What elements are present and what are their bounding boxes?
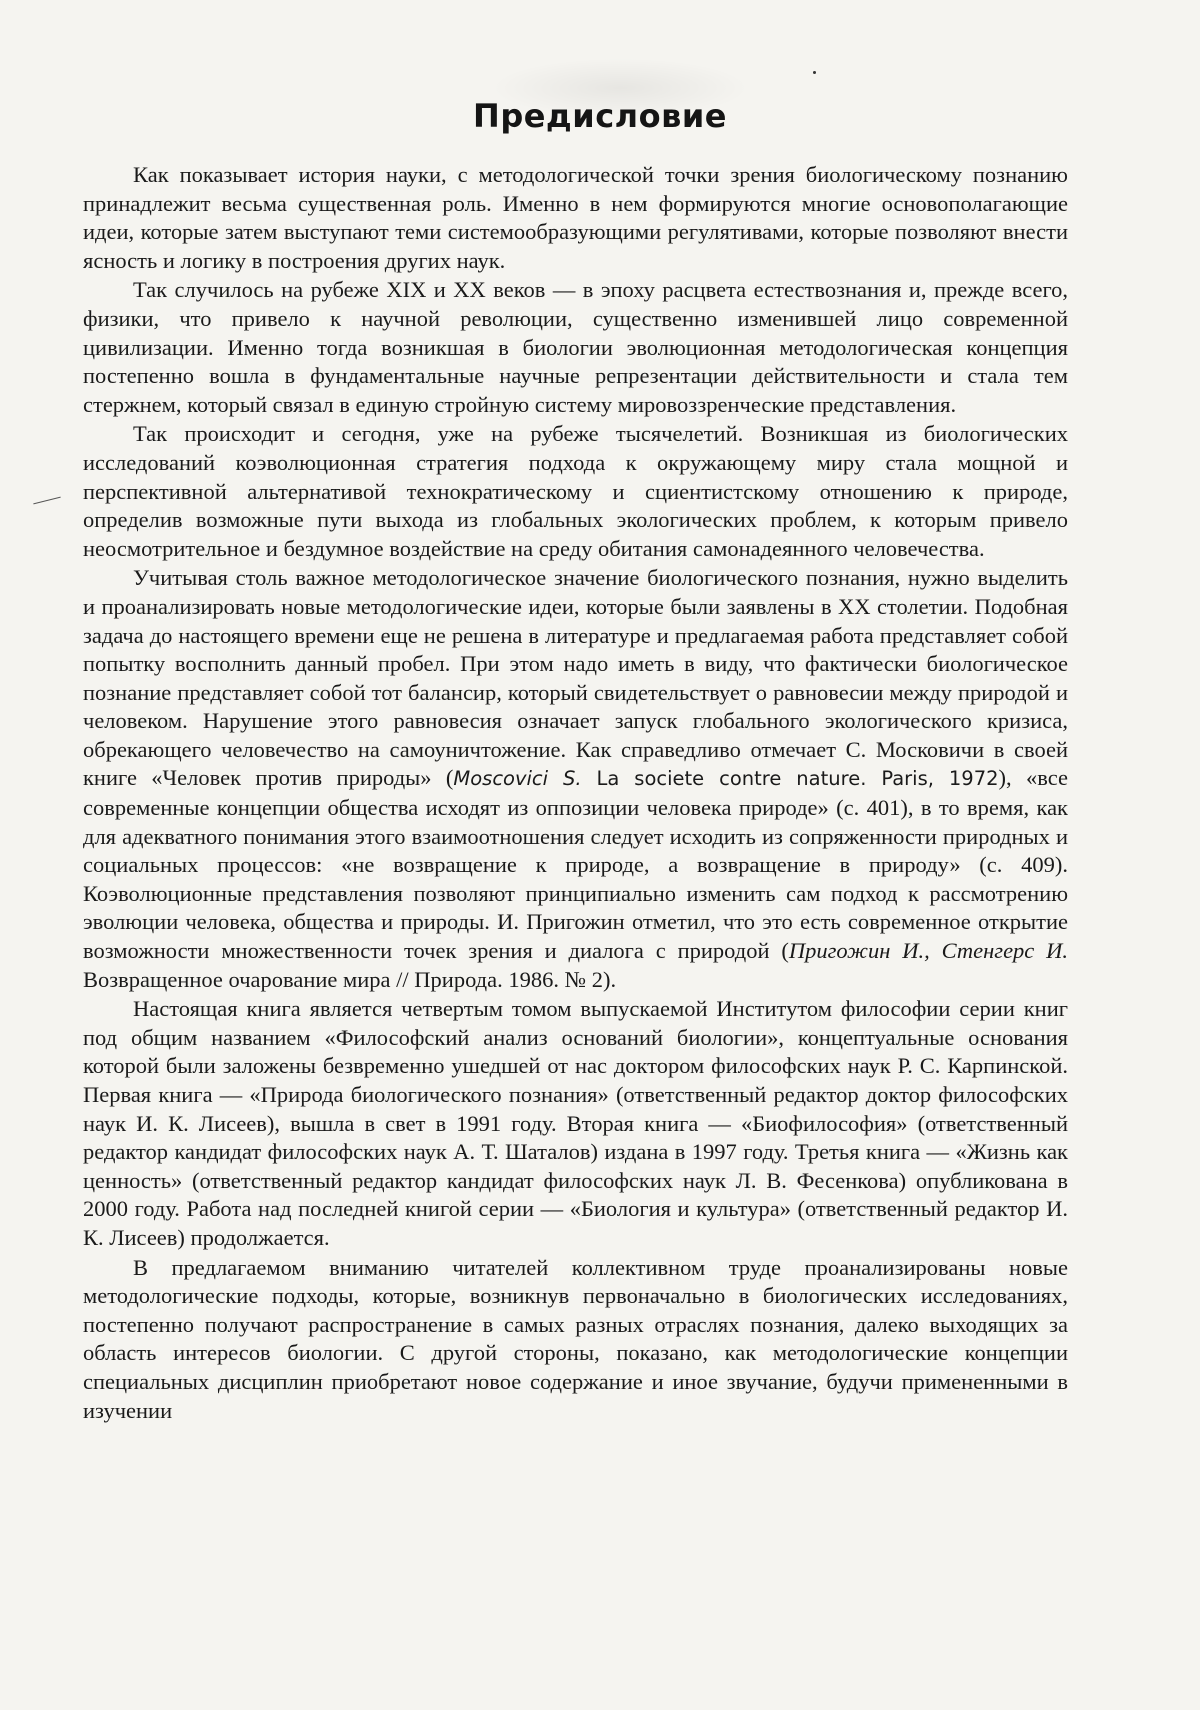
- scan-speck: [813, 71, 816, 74]
- paragraph-4-part-2: ), «все современные концепции общества исходят из оппозиции человека природе» (с. 401), в то время, как для адекватного понимания этого взаимоотношения следует исходить из сопряженности природных и социальных процессов: «не возвращение к природе, а возвращение в природу» (с. 409). Коэволюционные представления позволяют принципиально изменить сам подход к рассмотрению эволюции человека, общества и природы. И. Пригожин отметил, что это есть современное открытие возможности множественности точек зрения и диалога с природой (: [83, 765, 1068, 963]
- citation-author-moscovici: Moscovici S.: [453, 767, 581, 790]
- paragraph-3: Так происходит и сегодня, уже на рубеже тысячелетий. Возникшая из биологических исследований коэволюционная стратегия подхода к окружающему миру стала мощной и перспективной альтернативой технократическому и сциентистскому отношению к природе, определив возможные пути выхода из глобальных экологических проблем, к которым привело неосмотрительное и бездумное воздействие на среду обитания самонадеянного человечества.: [83, 420, 1068, 563]
- paragraph-2: Так случилось на рубеже XIX и XX веков — в эпоху расцвета естествознания и, прежде всего, физики, что привело к научной революции, существенно изменившей лицо современной цивилизации. Именно тогда возникшая в биологии эволюционная методологическая концепция постепенно вошла в фундаментальные научные репрезентации действительности и стала тем стержнем, который связал в единую стройную систему мировоззренческие представления.: [83, 276, 1068, 419]
- paragraph-6: В предлагаемом вниманию читателей коллективном труде проанализированы новые методологические подходы, которые, возникнув первоначально в биологических исследованиях, постепенно получают распространение в самых разных отраслях познания, далеко выходящих за область интересов биологии. С другой стороны, показано, как методологические концепции специальных дисциплин приобретают новое содержание и иное звучание, будучи примененными в изучении: [83, 1254, 1068, 1426]
- citation-authors-prigogine: Пригожин И., Стенгерс И.: [789, 938, 1068, 963]
- paragraph-4-part-1: Учитывая столь важное методологическое значение биологического познания, нужно выделить и проанализировать новые методологические идеи, которые были заявлены в XX столетии. Подобная задача до настоящего времени еще не решена в литературе и предлагаемая работа представляет собой попытку восполнить данный пробел. При этом надо иметь в виду, что фактически биологическое познание представляет собой тот балансир, который свидетельствует о равновесии между природой и человеком. Нарушение этого равновесия означает запуск глобального экологического кризиса, обрекающего человечество на самоуничтожение. Как справедливо отмечает С. Московичи в своей книге «Человек против природы» (: [83, 565, 1068, 790]
- scanned-page: [0, 0, 1200, 1710]
- pencil-margin-mark: [33, 497, 60, 505]
- citation-title-moscovici: La societe contre nature. Paris, 1972: [582, 767, 999, 790]
- body-text: [83, 161, 1068, 1425]
- paragraph-5: Настоящая книга является четвертым томом выпускаемой Институтом философии серии книг под общим названием «Философский анализ оснований биологии», концептуальные основания которой были заложены безвременно ушедшей от нас доктором философских наук Р. С. Карпинской. Первая книга — «Природа биологического познания» (ответственный редактор доктор философских наук И. К. Лисеев), вышла в свет в 1991 году. Вторая книга — «Биофилософия» (ответственный редактор кандидат философских наук А. Т. Шаталов) издана в 1997 году. Третья книга — «Жизнь как ценность» (ответственный редактор кандидат философских наук Л. В. Фесенкова) опубликована в 2000 году. Работа над последней книгой серии — «Биология и культура» (ответственный редактор И. К. Лисеев) продолжается.: [83, 995, 1068, 1252]
- paragraph-4: [83, 564, 1068, 994]
- paragraph-1: Как показывает история науки, с методологической точки зрения биологическому познанию принадлежит весьма существенная роль. Именно в нем формируются многие основополагающие идеи, которые затем выступают теми системообразующими регулятивами, которые позволяют внести ясность и логику в построения других наук.: [83, 161, 1068, 275]
- page-title: Предисловие: [0, 96, 1200, 136]
- paragraph-4-part-3: Возвращенное очарование мира // Природа. 1986. № 2).: [83, 967, 616, 992]
